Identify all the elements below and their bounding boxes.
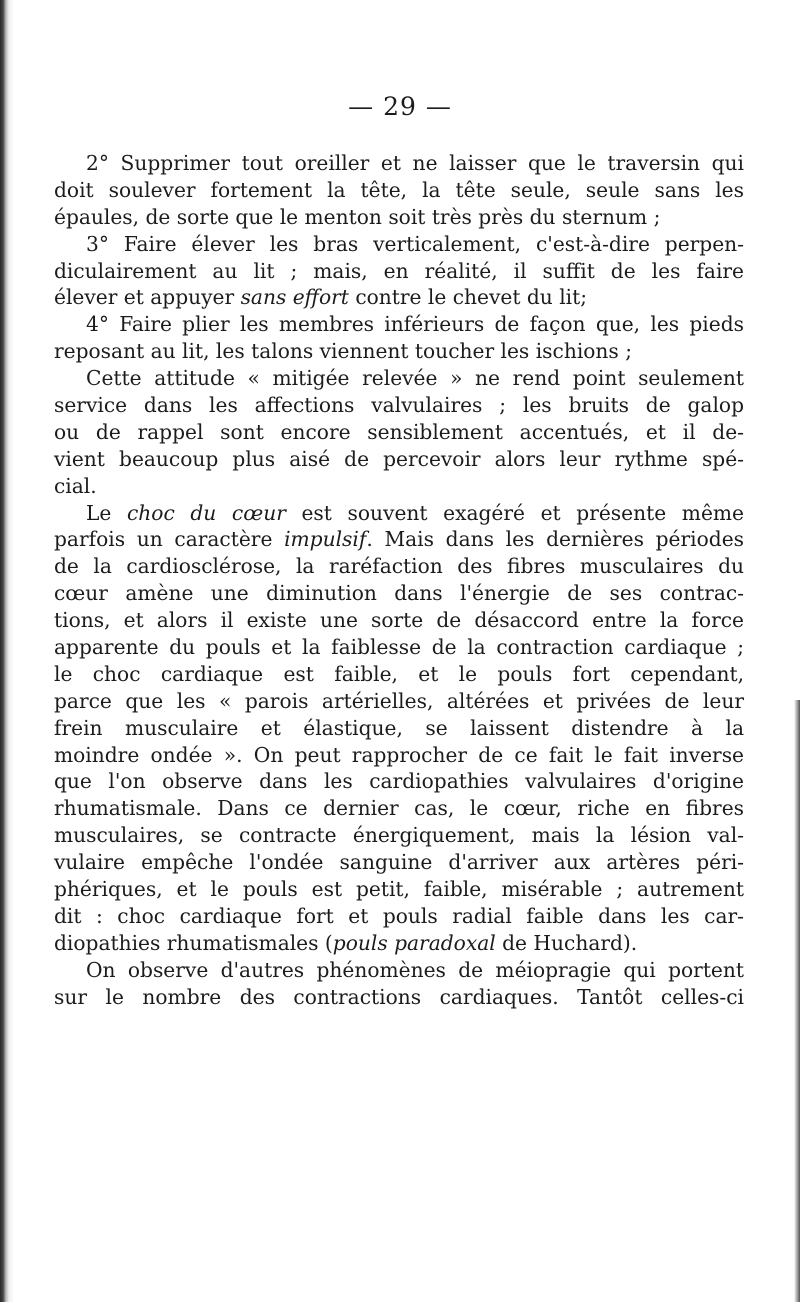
page-edge-right <box>794 700 800 1302</box>
text-line: ou de rappel sont encore sensiblement accentués, et il de- <box>54 419 744 444</box>
text-line: phériques, et le pouls est petit, faible, misérable ; autrement <box>54 877 744 902</box>
text-line: que l'on observe dans les cardiopathies valvulaires d'origine <box>54 769 744 794</box>
text-line: doit soulever fortement la tête, la tête seule, seule sans les <box>54 177 744 202</box>
text-segment: parfois un caractère <box>54 527 285 552</box>
text-line: tions, et alors il existe une sorte de désaccord entre la force <box>54 608 744 633</box>
italic-text: impulsif <box>284 527 367 552</box>
text-line: Cette attitude « mitigée relevée » ne rend point seulement <box>86 366 744 391</box>
page-number: — 29 — <box>348 92 452 121</box>
text-line: épaules, de sorte que le menton soit très près du sternum ; <box>54 204 661 229</box>
page-edge-left <box>0 0 14 1302</box>
text-segment: Le <box>86 500 127 525</box>
text-line: rhumatismale. Dans ce dernier cas, le cœur, riche en fibres <box>54 796 744 821</box>
text-line <box>54 500 744 527</box>
text-line <box>54 930 744 957</box>
text-line: parce que les « parois artérielles, altérées et privées de leur <box>54 688 744 713</box>
text-line: de la cardiosclérose, la raréfaction des fibres musculaires du <box>54 554 744 579</box>
text-segment: . Mais dans les dernières périodes <box>366 527 744 552</box>
text-line <box>54 284 744 311</box>
text-segment: contre le chevet du lit; <box>348 285 588 310</box>
text-line: vient beaucoup plus aisé de percevoir alors leur rythme spé- <box>54 446 744 471</box>
text-line: le choc cardiaque est faible, et le pouls fort cependant, <box>54 661 744 686</box>
text-segment: diopathies rhumatismales ( <box>54 930 333 955</box>
text-line: service dans les affections valvulaires ; les bruits de galop <box>54 393 744 418</box>
body-text <box>54 150 744 1011</box>
text-line: moindre ondée ». On peut rapprocher de ce fait le fait inverse <box>54 742 744 767</box>
text-line: 3° Faire élever les bras verticalement, c'est-à-dire perpen- <box>86 231 744 256</box>
text-line: vulaire empêche l'ondée sanguine d'arriver aux artères péri- <box>54 850 744 875</box>
text-line: diculairement au lit ; mais, en réalité, il suffit de les faire <box>54 258 744 283</box>
text-line: 2° Supprimer tout oreiller et ne laisser que le traversin qui <box>86 151 744 175</box>
text-line: apparente du pouls et la faiblesse de la contraction cardiaque ; <box>54 635 744 660</box>
text-segment: élever et appuyer <box>54 285 241 310</box>
text-line: sur le nombre des contractions cardiaques. Tantôt celles-ci <box>54 984 744 1009</box>
text-line: dit : choc cardiaque fort et pouls radial faible dans les car- <box>54 903 744 928</box>
text-line: On observe d'autres phénomènes de méiopragie qui portent <box>86 957 744 982</box>
text-line: cial. <box>54 473 97 498</box>
text-line: cœur amène une diminution dans l'énergie de ses contrac- <box>54 581 744 606</box>
italic-text: pouls paradoxal <box>332 930 496 955</box>
text-line: musculaires, se contracte énergiquement, mais la lésion val- <box>54 823 744 848</box>
text-line <box>54 526 744 553</box>
text-segment: est souvent exagéré et présente même <box>285 500 744 525</box>
text-line: reposant au lit, les talons viennent toucher les ischions ; <box>54 339 633 364</box>
italic-text: sans effort <box>240 285 349 310</box>
text-line: 4° Faire plier les membres inférieurs de façon que, les pieds <box>86 312 744 337</box>
text-segment: de Huchard). <box>495 930 638 955</box>
text-line: frein musculaire et élastique, se laissent distendre à la <box>54 715 744 740</box>
italic-text: choc du cœur <box>126 500 286 525</box>
